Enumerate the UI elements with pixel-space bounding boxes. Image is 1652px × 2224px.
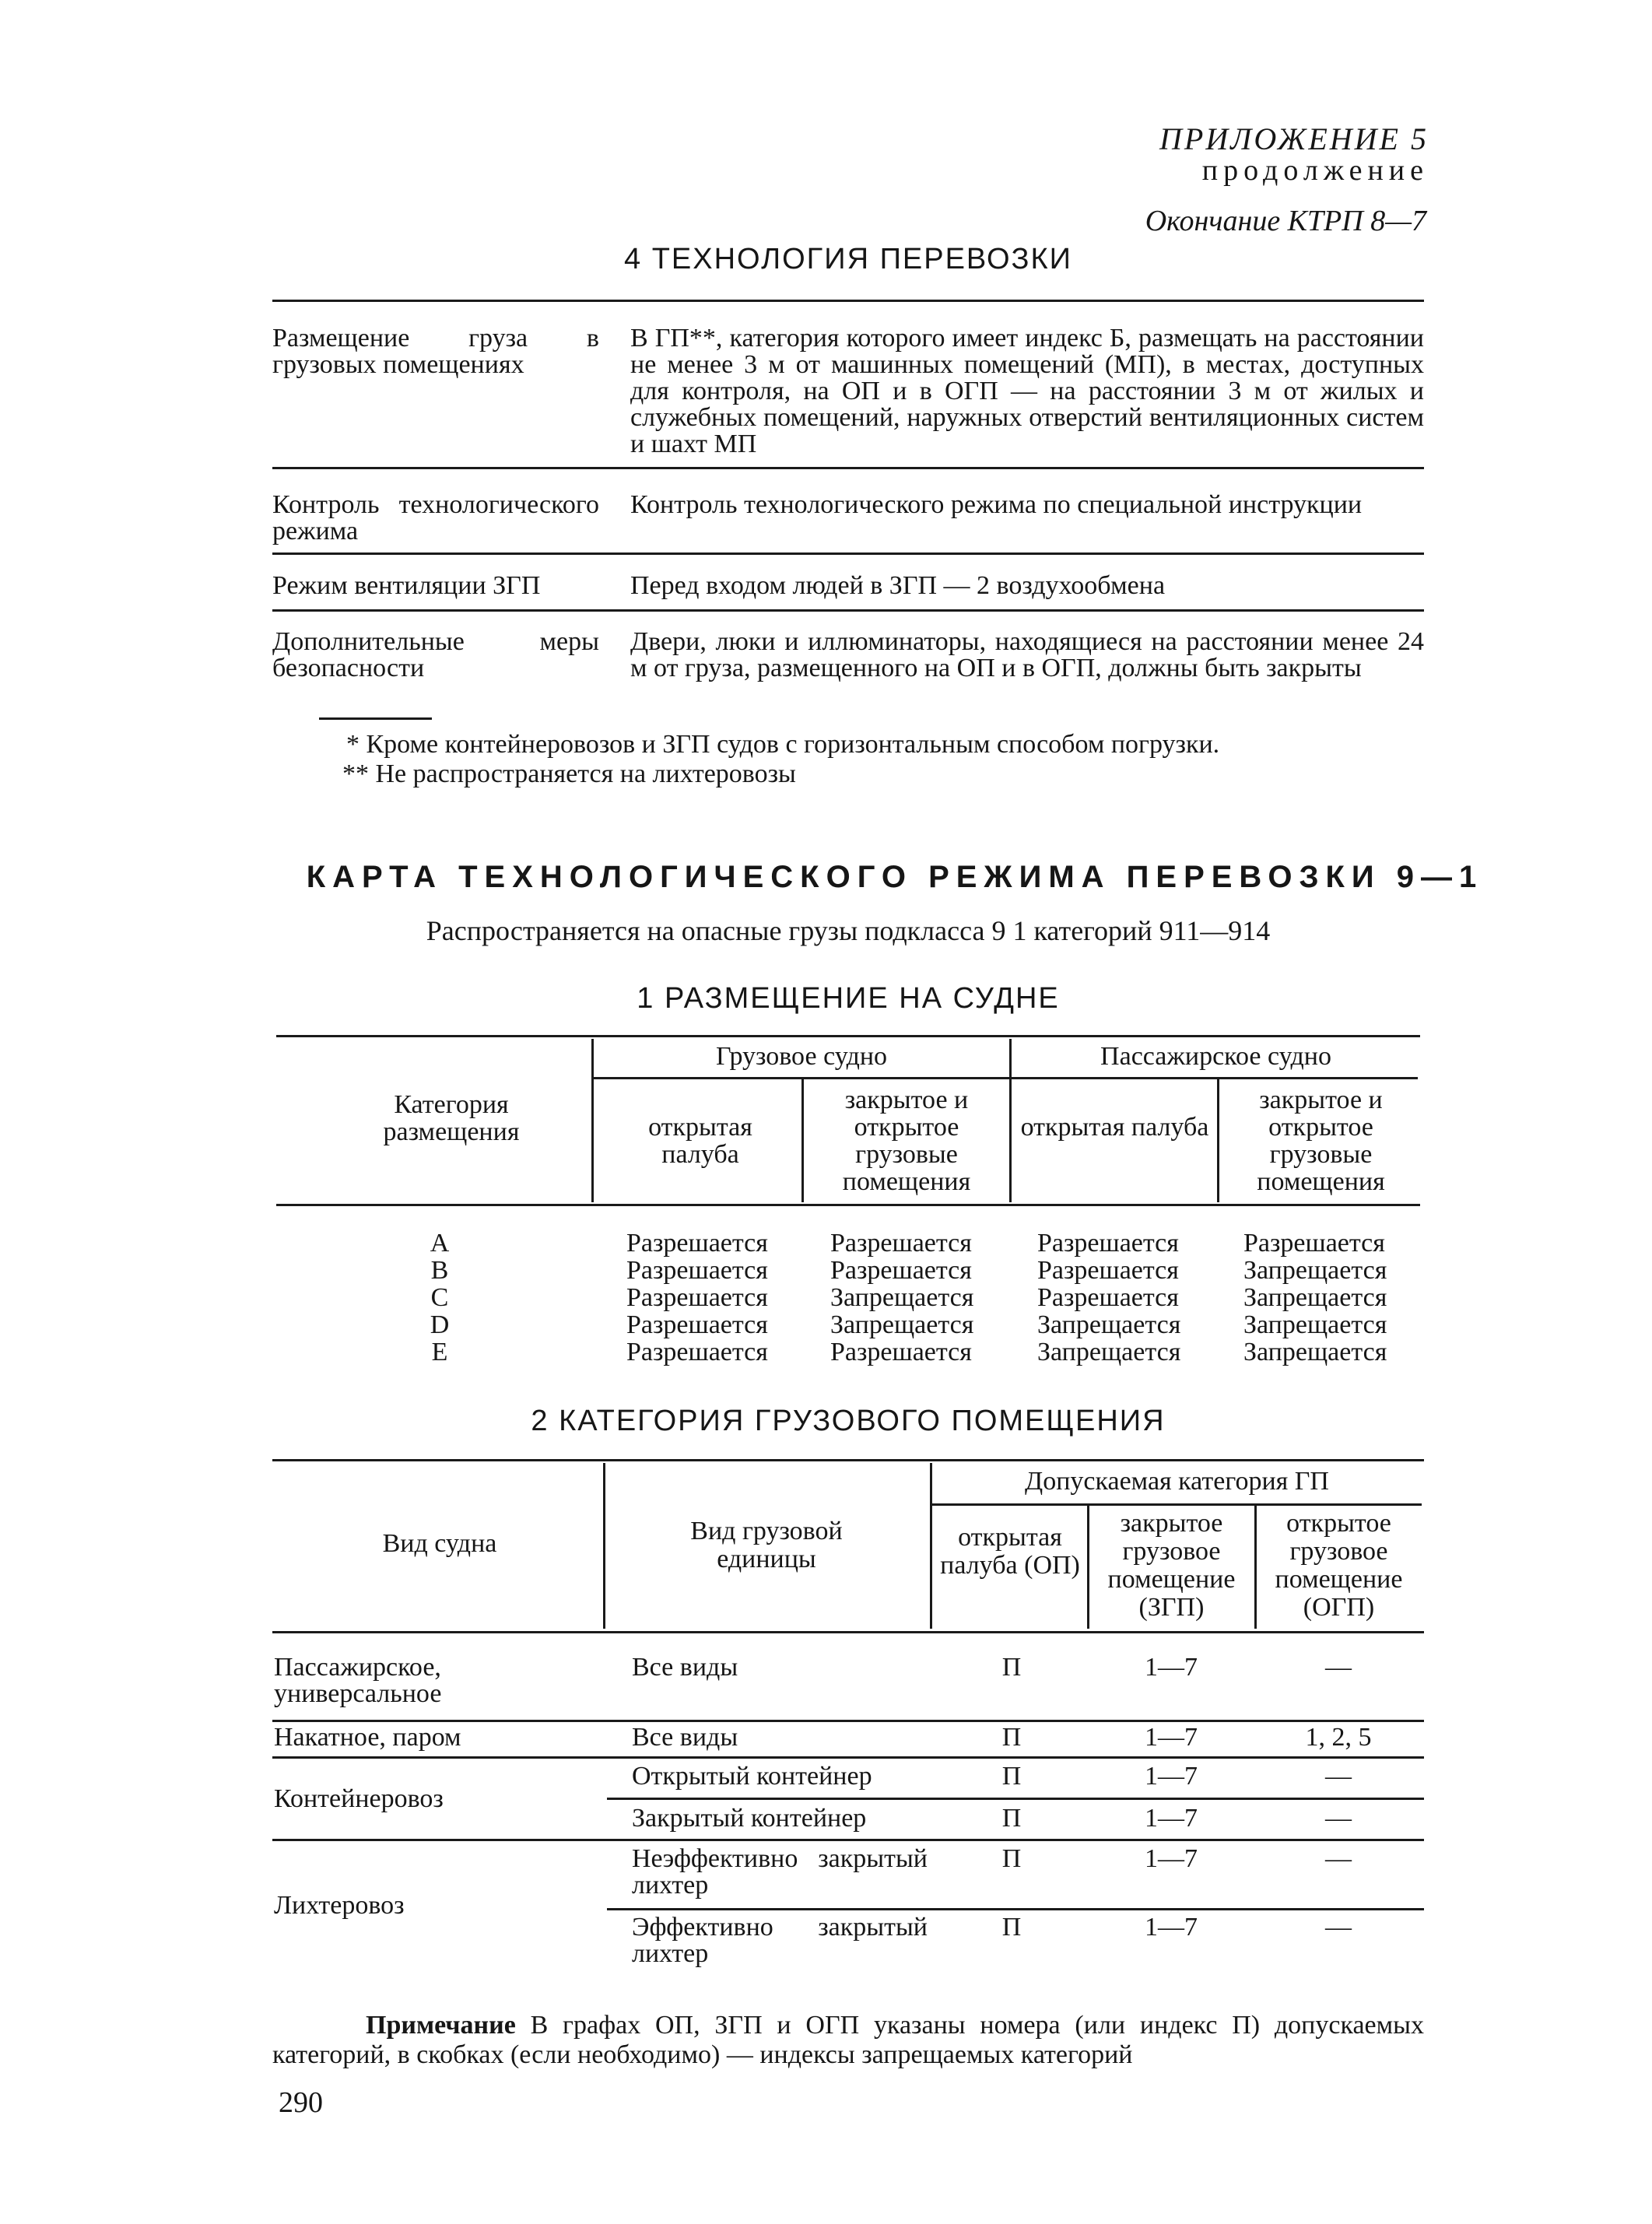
table1-vline [801, 1079, 804, 1202]
footnote-1: * Кроме контейнеровозов и ЗГП судов с горизонтальным способом погрузки. [346, 730, 1220, 759]
table2-cell-zgp: 1—7 [1145, 1762, 1198, 1791]
section4-top-rule [272, 300, 1424, 302]
table2-cell-zgp: 1—7 [1145, 1723, 1198, 1752]
section4-row-text: В ГП**, категория которого имеет индекс Б, размещать на расстоянии не менее 3 м от машинных помещений (МП), в местах, доступных для контроля, на ОП и в ОГП — на расстоянии 3 м от жилых и служебных помещений, наружных отверстий вентиляционных систем и шахт МП [630, 324, 1424, 458]
table2-cell-op: П [1001, 1653, 1022, 1682]
footnote-separator [319, 717, 432, 720]
table2-cell-op: П [1001, 1723, 1022, 1752]
table2-cell-unit: Закрытый контейнер [632, 1804, 867, 1833]
table1-cell: Запрещается [1243, 1310, 1387, 1339]
table1-group-rule [593, 1077, 1418, 1079]
table2-cell-ogp: — [1325, 1762, 1352, 1791]
table2-cell-unit: Все виды [632, 1653, 738, 1682]
map-title: КАРТА ТЕХНОЛОГИЧЕСКОГО РЕЖИМА ПЕРЕВОЗКИ 9—1 [306, 860, 1484, 894]
table1-cell-category: D [430, 1310, 450, 1339]
table2-vline [1087, 1506, 1089, 1629]
table1-cell-category: C [430, 1283, 449, 1312]
footnote-2: ** Не распространяется на лихтеровозы [342, 759, 796, 788]
section4-row-text: Контроль технологического режима по специальной инструкции [630, 490, 1363, 519]
table1-top-rule [276, 1035, 1420, 1037]
table2-cell-op: П [1001, 1762, 1022, 1791]
table2-cell-unit: Все виды [632, 1723, 738, 1752]
page-number: 290 [279, 2086, 323, 2119]
section4-row-rule [272, 552, 1424, 555]
table2-vline [930, 1463, 932, 1629]
table1-sub-closed: закрытое и открытое грузовые помещения [842, 1086, 971, 1196]
table1-sub-open: открытая палуба [1020, 1113, 1209, 1142]
section4-row-text: Двери, люки и иллюминаторы, находящиеся на расстоянии менее 24 м от груза, размещенного на ОП и в ОГП, должны быть закрыты [630, 627, 1424, 682]
table2-cell-op: П [1001, 1804, 1022, 1833]
table1-cell-category: A [430, 1229, 450, 1258]
table2-col-zgp: закрытое грузовое помещение (ЗГП) [1107, 1509, 1236, 1622]
table2-cell-zgp: 1—7 [1145, 1913, 1198, 1942]
continuation-label: продолжение [1201, 154, 1429, 187]
table2-cell-unit: Эффективно закрытый лихтер [632, 1913, 928, 1968]
table2-row-rule [272, 1839, 1424, 1841]
table1-cell: Разрешается [626, 1229, 768, 1258]
table2-vline [603, 1463, 605, 1629]
section4-row-label: Контроль технологического режима [272, 490, 599, 545]
table1-col-category: Категория размещения [383, 1090, 520, 1146]
table1-cell-category: E [431, 1338, 448, 1366]
table2-cell-zgp: 1—7 [1145, 1653, 1198, 1682]
table1-cell: Разрешается [626, 1310, 768, 1339]
section4-row-rule [272, 609, 1424, 612]
table2-row-rule [272, 1720, 1424, 1722]
table2-group-rule [931, 1503, 1422, 1506]
table1-header-rule [276, 1204, 1420, 1206]
table1-cell: Разрешается [830, 1338, 972, 1366]
table1-cell: Запрещается [830, 1283, 974, 1312]
table2-row-rule [607, 1908, 1424, 1910]
note-label: Примечание [366, 2011, 516, 2040]
map-subtitle: Распространяется на опасные грузы подкласса 9 1 категорий 911—914 [426, 915, 1271, 946]
table1-vline [1217, 1079, 1219, 1202]
section4-row-rule [272, 467, 1424, 469]
table2-col-vessel: Вид судна [382, 1529, 497, 1558]
table2-cell-ogp: — [1325, 1913, 1352, 1942]
section4-row-label: Размещение груза в грузовых помещениях [272, 324, 599, 379]
section4-title: 4 ТЕХНОЛОГИЯ ПЕРЕВОЗКИ [624, 243, 1072, 275]
table1-cell: Разрешается [830, 1229, 972, 1258]
section4-row-label: Режим вентиляции ЗГП [272, 571, 541, 600]
note [272, 2011, 1424, 2070]
table2-col-ogp: открытое грузовое помещение (ОГП) [1275, 1509, 1403, 1622]
table1-cell: Запрещается [1243, 1338, 1387, 1366]
section4-row-text: Перед входом людей в ЗГП — 2 воздухообмена [630, 571, 1166, 600]
table2-row-rule [272, 1756, 1424, 1759]
note-text: В графах ОП, ЗГП и ОГП указаны номера (или индекс П) допускаемых категорий, в скобках (если необходимо) — индексы запрещаемых категорий [272, 2011, 1425, 2069]
section4-row-label: Дополнительные меры безопасности [272, 627, 599, 682]
table1-cell: Разрешается [626, 1338, 768, 1366]
table2-cell-ogp: — [1325, 1653, 1352, 1682]
table2-cell-unit: Открытый контейнер [632, 1762, 872, 1791]
table1-group-cargo: Грузовое судно [715, 1042, 888, 1071]
table1-cell: Разрешается [1037, 1229, 1179, 1258]
table1-sub-closed: закрытое и открытое грузовые помещения [1257, 1086, 1385, 1196]
table2-cell-zgp: 1—7 [1145, 1804, 1198, 1833]
table2-col-op: открытая палуба (ОП) [940, 1523, 1080, 1580]
table1-vline [591, 1039, 594, 1202]
table1-cell: Разрешается [830, 1256, 972, 1285]
table1-cell: Разрешается [626, 1256, 768, 1285]
table2-vessel: Контейнеровоз [274, 1784, 444, 1813]
table1-cell: Запрещается [1243, 1256, 1387, 1285]
table2-vessel: Лихтеровоз [274, 1891, 405, 1920]
table2-cell-ogp: — [1325, 1844, 1352, 1873]
table2-cell-ogp: — [1325, 1804, 1352, 1833]
table2-cell-op: П [1001, 1913, 1022, 1942]
ending-label: Окончание КТРП 8—7 [1145, 205, 1426, 237]
table1-title: 1 РАЗМЕЩЕНИЕ НА СУДНЕ [637, 982, 1060, 1015]
table2-title: 2 КАТЕГОРИЯ ГРУЗОВОГО ПОМЕЩЕНИЯ [531, 1405, 1166, 1437]
table1-cell: Запрещается [1037, 1310, 1181, 1339]
table2-cell-unit: Неэффективно закрытый лихтер [632, 1844, 928, 1900]
table2-col-unit: Вид грузовой единицы [690, 1517, 843, 1573]
table1-cell: Разрешается [1037, 1283, 1179, 1312]
table1-group-passenger: Пассажирское судно [1100, 1042, 1331, 1071]
table1-cell: Запрещается [830, 1310, 974, 1339]
table2-vline [1254, 1506, 1257, 1629]
table2-cell-zgp: 1—7 [1145, 1844, 1198, 1873]
table2-cell-op: П [1001, 1844, 1022, 1873]
table2-top-rule [272, 1459, 1424, 1461]
table1-cell: Запрещается [1037, 1338, 1181, 1366]
table1-cell: Разрешается [1037, 1256, 1179, 1285]
table1-sub-open: открытая палуба [648, 1113, 752, 1169]
table2-header-rule [272, 1631, 1424, 1633]
table1-cell: Запрещается [1243, 1283, 1387, 1312]
table2-row-rule [607, 1798, 1424, 1800]
table1-cell: Разрешается [626, 1283, 768, 1312]
table2-vessel: Накатное, паром [274, 1723, 461, 1752]
table1-cell: Разрешается [1243, 1229, 1385, 1258]
table2-vessel: Пассажирское, универсальное [274, 1653, 442, 1708]
table2-group-allowed: Допускаемая категория ГП [1025, 1467, 1329, 1496]
appendix-label: ПРИЛОЖЕНИЕ 5 [1159, 121, 1429, 156]
table2-cell-ogp: 1, 2, 5 [1305, 1723, 1372, 1752]
table1-cell-category: B [430, 1256, 449, 1285]
